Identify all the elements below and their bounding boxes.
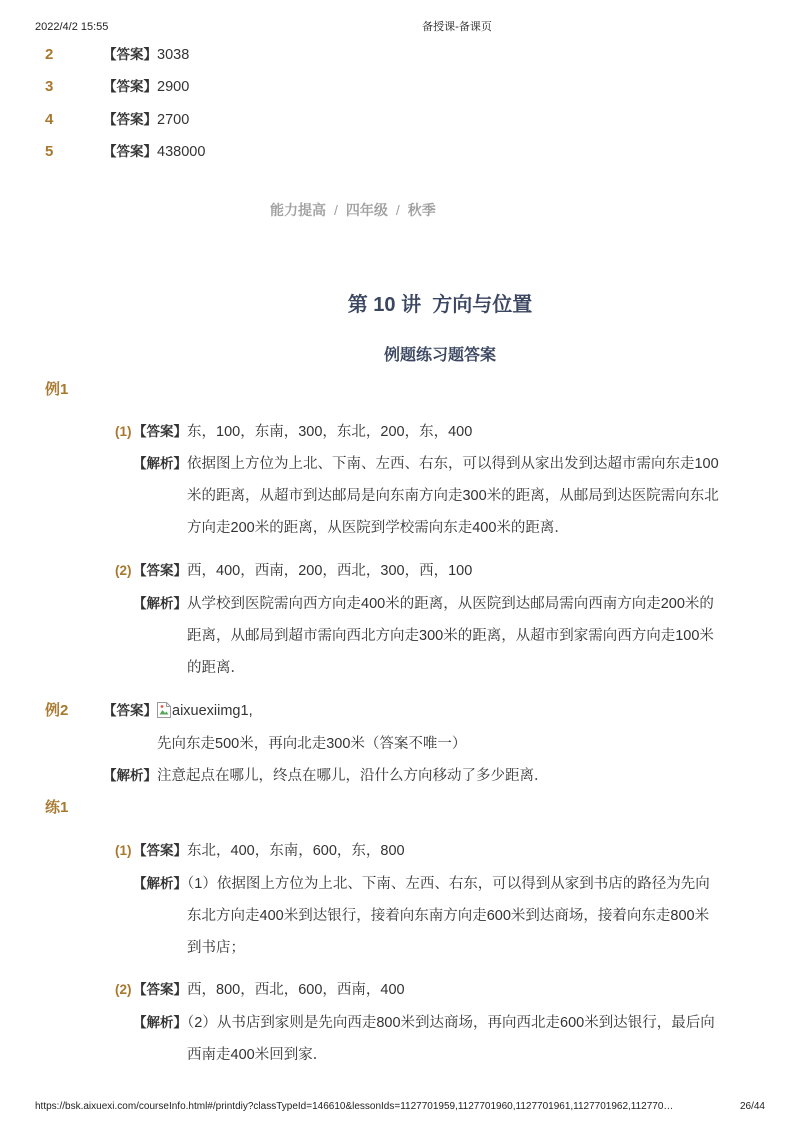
lecture-title: 第 10 讲 方向与位置 xyxy=(347,294,533,316)
answer-text: 东北，400，东南，600，东，800 xyxy=(187,843,405,859)
answer-label: 【答案】 xyxy=(103,144,157,159)
answer-text: 西，800，西北，600，西南，400 xyxy=(187,982,405,998)
answer-text: 东，100，东南，300，东北，200，东，400 xyxy=(187,424,473,440)
question-number: 2 xyxy=(45,46,54,63)
analysis-row xyxy=(133,594,714,614)
analysis-row xyxy=(133,454,719,474)
print-datetime: 2022/4/2 15:55 xyxy=(35,21,109,33)
analysis-label: 【解析】 xyxy=(133,876,187,891)
question-number: 5 xyxy=(45,143,54,160)
answer-label: 【答案】 xyxy=(133,563,187,578)
analysis-continuation: 到书店； xyxy=(187,940,245,956)
answer-value: 2900 xyxy=(157,79,190,95)
part-index: (1) xyxy=(115,424,132,439)
question-number: 4 xyxy=(45,111,54,128)
answer-value: 3038 xyxy=(157,47,190,63)
breadcrumb-item: 四年级 xyxy=(345,202,388,218)
analysis-text: 注意起点在哪儿，终点在哪儿，沿什么方向移动了多少距离． xyxy=(157,768,549,784)
answer-row xyxy=(45,142,205,162)
question-number: 3 xyxy=(45,78,54,95)
practice-heading-label: 练1 xyxy=(45,799,69,816)
breadcrumb xyxy=(270,200,436,220)
analysis-row xyxy=(133,874,710,894)
analysis-continuation: 米的距离，从超市到达邮局是向东南方向走300米的距离，从邮局到达医院需向东北 xyxy=(187,488,719,504)
analysis-label: 【解析】 xyxy=(103,768,157,783)
answer-value: 438000 xyxy=(157,144,206,160)
answer-row xyxy=(45,77,189,97)
analysis-row xyxy=(133,1013,715,1033)
answer-label: 【答案】 xyxy=(103,112,157,127)
breadcrumb-item: 秋季 xyxy=(407,202,436,218)
answer-label: 【答案】 xyxy=(103,703,157,718)
image-alt-text: aixuexiimg1, xyxy=(172,703,253,719)
analysis-text: 依据图上方位为上北、下南、左西、右东，可以得到从家出发到达超市需向东走100 xyxy=(187,456,719,472)
answer-continuation: 先向东走500米，再向北走300米（答案不唯一） xyxy=(157,736,467,752)
practice-heading xyxy=(45,798,103,818)
analysis-row xyxy=(103,766,549,786)
analysis-continuation: 东北方向走400米到达银行，接着向东南方向走600米到达商场，接着向东走800米 xyxy=(187,908,710,924)
analysis-text: 从学校到医院需向西方向走400米的距离，从医院到达邮局需向西南方向走200米的 xyxy=(187,596,714,612)
analysis-label: 【解析】 xyxy=(133,1015,187,1030)
answer-row xyxy=(45,110,189,130)
example2-answer-row xyxy=(45,701,253,721)
answer-row xyxy=(45,45,189,65)
print-footer-url: https://bsk.aixuexi.com/courseInfo.html#/printdiy?classTypeId=146610&lessonIds=1127701959,1127701960,1127701961,1127701962,112770… xyxy=(35,1101,674,1112)
analysis-continuation: 方向走200米的距离，从医院到学校需向东走400米的距离． xyxy=(187,520,569,536)
answer-label: 【答案】 xyxy=(133,424,187,439)
part-index: (2) xyxy=(115,563,132,578)
part-answer-row xyxy=(115,980,405,1000)
breadcrumb-item: 能力提高 xyxy=(270,202,326,218)
analysis-label: 【解析】 xyxy=(133,456,187,471)
analysis-text: （1）依据图上方位为上北、下南、左西、右东，可以得到从家到书店的路径为先向 xyxy=(187,876,710,892)
answer-text: 西，400，西南，200，西北，300，西，100 xyxy=(187,563,473,579)
part-answer-row xyxy=(115,841,405,861)
example-heading-label: 例1 xyxy=(45,381,69,398)
part-index: (1) xyxy=(115,843,132,858)
section-title: 例题练习题答案 xyxy=(383,347,496,364)
example-heading xyxy=(45,380,103,400)
answer-label: 【答案】 xyxy=(103,47,157,62)
print-page-number: 26/44 xyxy=(739,1101,765,1112)
part-index: (2) xyxy=(115,982,132,997)
example-heading-label: 例2 xyxy=(45,702,69,719)
analysis-text: （2）从书店到家则是先向西走800米到达商场，再向西北走600米到达银行，最后向 xyxy=(187,1015,715,1031)
part-answer-row xyxy=(115,422,472,442)
breadcrumb-separator: / xyxy=(395,202,400,218)
answer-label: 【答案】 xyxy=(133,982,187,997)
answer-label: 【答案】 xyxy=(103,79,157,94)
answer-label: 【答案】 xyxy=(133,843,187,858)
print-page-title: 备授课-备课页 xyxy=(422,21,492,33)
analysis-continuation: 的距离． xyxy=(187,660,245,676)
broken-image-icon xyxy=(157,702,171,718)
analysis-continuation: 西南走400米回到家． xyxy=(187,1047,328,1063)
analysis-continuation: 距离，从邮局到超市需向西北方向走300米的距离，从超市到家需向西方向走100米 xyxy=(187,628,714,644)
part-answer-row xyxy=(115,561,472,581)
answer-value: 2700 xyxy=(157,112,190,128)
analysis-label: 【解析】 xyxy=(133,596,187,611)
breadcrumb-separator: / xyxy=(334,202,338,218)
